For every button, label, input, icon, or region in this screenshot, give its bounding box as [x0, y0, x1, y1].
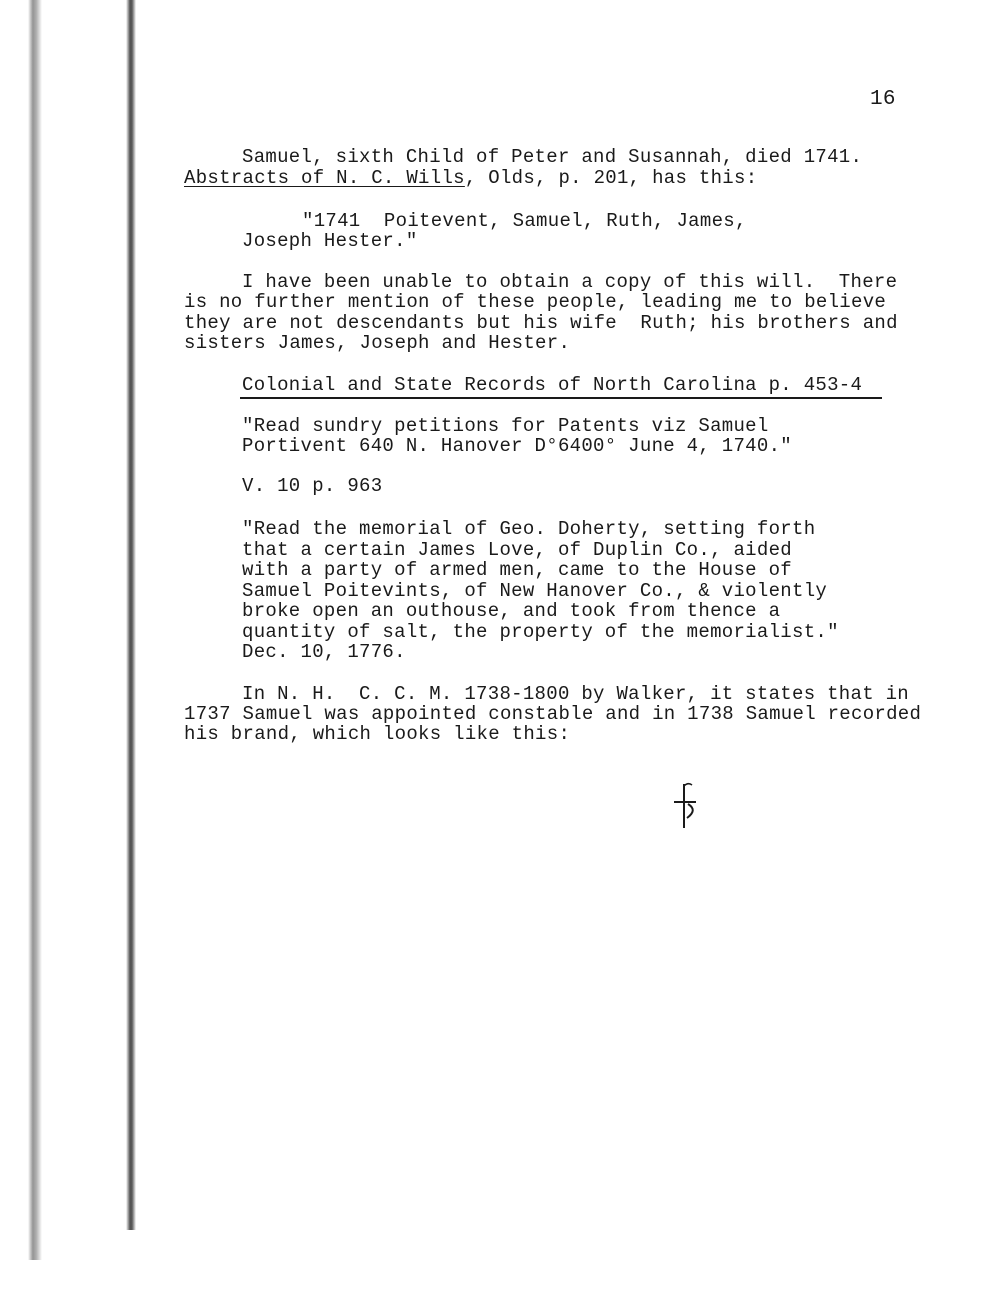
quote1-line2: Joseph Hester." [242, 230, 418, 252]
quote2-line1: "Read sundry petitions for Patents viz Samuel [242, 415, 769, 437]
para2-line3: they are not descendants but his wife Ruth; his brothers and [184, 312, 898, 334]
brand-mark-icon [672, 780, 702, 830]
para3-line3: his brand, which looks like this: [184, 723, 571, 745]
page-number: 16 [870, 88, 896, 111]
para2-line1: I have been unable to obtain a copy of this will. There [242, 271, 898, 293]
para2-line2: is no further mention of these people, leading me to believe [184, 291, 887, 313]
quote3-line4: Samuel Poitevints, of New Hanover Co., & violently [242, 580, 828, 602]
volume-reference: V. 10 p. 963 [242, 475, 383, 497]
scan-edge-left [28, 0, 42, 1260]
quote1-line1: "1741 Poitevent, Samuel, Ruth, James, [302, 210, 747, 232]
quote3-line6: quantity of salt, the property of the memorialist." [242, 621, 839, 643]
heading-underline [240, 397, 882, 399]
section-heading: Colonial and State Records of North Carolina p. 453-4 [242, 374, 863, 396]
quote3-line5: broke open an outhouse, and took from thence a [242, 600, 781, 622]
quote3-line3: with a party of armed men, came to the House of [242, 559, 792, 581]
para3-line2: 1737 Samuel was appointed constable and in 1738 Samuel recorded [184, 703, 922, 725]
quote3-line7: Dec. 10, 1776. [242, 641, 406, 663]
quote2-line2: Portivent 640 N. Hanover D°6400° June 4, 1740." [242, 435, 792, 457]
para2-line4: sisters James, Joseph and Hester. [184, 332, 571, 354]
citation-rest: , Olds, p. 201, has this: [464, 167, 758, 189]
quote3-line2: that a certain James Love, of Duplin Co., aided [242, 539, 792, 561]
citation-title: Abstracts of N. C. Wills [184, 167, 465, 189]
binding-edge [126, 0, 136, 1230]
para1-line1: Samuel, sixth Child of Peter and Susannah, died 1741. [242, 146, 863, 168]
quote3-line1: "Read the memorial of Geo. Doherty, setting forth [242, 518, 816, 540]
para3-line1: In N. H. C. C. M. 1738-1800 by Walker, it states that in [242, 683, 910, 705]
para1-line2 [184, 168, 757, 188]
